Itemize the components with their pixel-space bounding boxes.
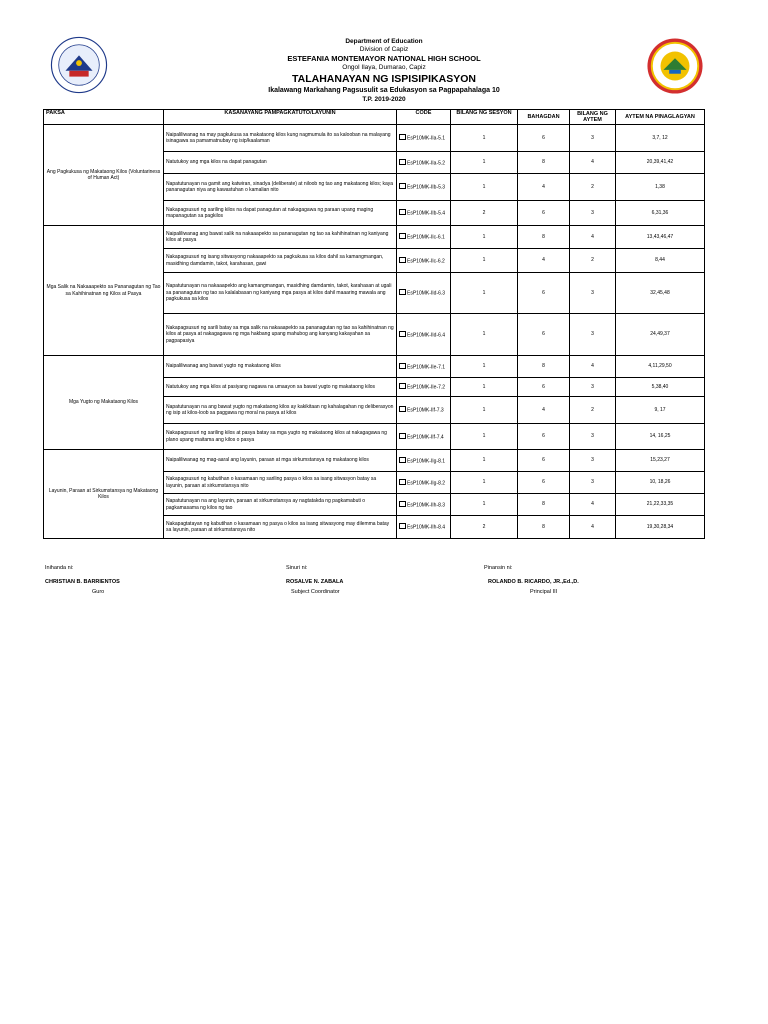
code-text: EsP10MK-IId-6.4 <box>407 332 446 338</box>
topic-cell: Mga Yugto ng Makataong Kilos <box>44 356 164 450</box>
code-cell <box>397 424 451 450</box>
checked-by-label: Sinuri ni: <box>286 565 308 571</box>
sessions-cell: 1 <box>451 397 518 424</box>
placement-cell: 32,45,48 <box>616 273 705 314</box>
competency-cell: Nakapagsusuri ng kabutihan o kasamaan ng sariling pasya o kilos sa isang sitwasyon batay sa layunin, paraan at sirkumstansya nito <box>164 472 397 494</box>
school-seal-icon <box>646 37 704 95</box>
competency-cell: Naipaliliwanag na may pagkukusa sa makataong kilos kung nagmumula ito sa kalooban na malayang isinagawa sa pamamatnubay ng isip/kaalaman <box>164 125 397 152</box>
sessions-cell: 1 <box>451 424 518 450</box>
items-cell: 2 <box>570 397 616 424</box>
items-cell: 3 <box>570 273 616 314</box>
competency-cell: Naipaliliwanag ng mag-aaral ang layunin, paraan at mga sirkumstansya ng makataong kilos <box>164 450 397 472</box>
percent-cell: 6 <box>518 201 570 226</box>
placement-cell: 19,30,28,34 <box>616 516 705 539</box>
code-text: EsP10MK-IIb-5.4 <box>407 210 446 217</box>
code-text: EsP10MK-IIg-8.1 <box>407 458 446 464</box>
items-cell: 2 <box>570 174 616 201</box>
code-text: EsP10MK-IIb-5.3 <box>407 184 446 191</box>
percent-cell: 8 <box>518 494 570 516</box>
document-icon <box>399 209 406 215</box>
placement-cell: 15,23,27 <box>616 450 705 472</box>
percent-cell: 6 <box>518 125 570 152</box>
checked-by-name: ROSALVE N. ZABALA <box>286 579 344 585</box>
sessions-cell: 1 <box>451 249 518 273</box>
table-header-row <box>44 110 705 125</box>
deped-seal-icon <box>50 36 108 94</box>
document-icon <box>399 501 406 507</box>
document-icon <box>399 331 406 337</box>
approved-by-label: Pinansin ni: <box>484 565 513 571</box>
sessions-cell: 1 <box>451 378 518 397</box>
code-text: EsP10MK-IId-6.3 <box>407 290 446 297</box>
code-cell <box>397 494 451 516</box>
sessions-cell: 1 <box>451 314 518 356</box>
items-cell: 4 <box>570 494 616 516</box>
sessions-cell: 1 <box>451 152 518 174</box>
placement-cell: 3,7, 12 <box>616 125 705 152</box>
sessions-cell: 2 <box>451 201 518 226</box>
school-year: T.P. 2019-2020 <box>362 96 406 103</box>
code-cell <box>397 125 451 152</box>
placement-cell: 14, 16,25 <box>616 424 705 450</box>
school-address: Ongol Ilaya, Dumarao, Capiz <box>342 64 426 71</box>
sessions-cell: 1 <box>451 226 518 249</box>
placement-cell: 8,44 <box>616 249 705 273</box>
percent-cell: 6 <box>518 472 570 494</box>
document-icon <box>399 363 406 369</box>
document-icon <box>399 523 406 529</box>
department-name: Department of Education <box>345 38 423 45</box>
items-cell: 3 <box>570 314 616 356</box>
document-icon <box>399 479 406 485</box>
document-icon <box>399 383 406 389</box>
placement-cell: 4,11,29,50 <box>616 356 705 378</box>
document-icon <box>399 159 406 165</box>
competency-cell: Napatutunayan na gamit ang katwiran, sinadya (deliberate) at niloob ng tao ang makataong kilos; kaya pananagutan niya ang kawastuhan o kamalian nito <box>164 174 397 201</box>
percent-cell: 4 <box>518 397 570 424</box>
code-cell <box>397 516 451 539</box>
column-header-percent: BAHAGDAN <box>518 110 570 125</box>
column-header-competency: KASANAYANG PAMPAGKATUTO/LAYUNIN <box>164 110 397 125</box>
column-header-placement: AYTEM NA PINAGLAGYAN <box>616 110 705 125</box>
placement-cell: 20,39,41,42 <box>616 152 705 174</box>
school-name: ESTEFANIA MONTEMAYOR NATIONAL HIGH SCHOOL <box>287 54 481 63</box>
code-cell <box>397 397 451 424</box>
placement-cell: 24,49,37 <box>616 314 705 356</box>
items-cell: 2 <box>570 249 616 273</box>
percent-cell: 6 <box>518 424 570 450</box>
placement-cell: 10, 18,26 <box>616 472 705 494</box>
document-icon <box>399 457 406 463</box>
code-cell <box>397 450 451 472</box>
code-cell <box>397 152 451 174</box>
document-icon <box>399 183 406 189</box>
code-text: EsP10MK-IIc-6.1 <box>407 234 445 241</box>
competency-cell: Naipaliliwanag ang bawat salik na nakaaapekto sa pananagutan ng tao sa kahihinatnan ng kaniyang kilos at pasya <box>164 226 397 249</box>
items-cell: 4 <box>570 226 616 249</box>
percent-cell: 8 <box>518 516 570 539</box>
code-text: EsP10MK-IIh-8.3 <box>407 502 446 508</box>
placement-cell: 9, 17 <box>616 397 705 424</box>
competency-cell: Napatutunayan na ang bawat yugto ng makataong kilos ay kakikitaan ng kahalagahan ng deliberasyon ng isip at kilos-loob sa paggawa ng moral na pasya at kilos <box>164 397 397 424</box>
competency-cell: Nakapagsusuri ng isang sitwasyong nakaaapekto sa pagkukusa sa kilos dahil sa kamangmangan, masidhing damdamin, takot, karahasan, gawi <box>164 249 397 273</box>
competency-cell: Nakapagsusuri ng sariling kilos na dapat panagutan at nakagagawa ng paraan upang maging mapanagutan sa pagkilos <box>164 201 397 226</box>
code-text: EsP10MK-IIa-5.1 <box>407 135 446 142</box>
table-row <box>44 356 705 378</box>
code-cell <box>397 314 451 356</box>
percent-cell: 8 <box>518 226 570 249</box>
percent-cell: 8 <box>518 356 570 378</box>
percent-cell: 6 <box>518 273 570 314</box>
items-cell: 4 <box>570 516 616 539</box>
column-header-items: BILANG NG AYTEM <box>570 110 616 125</box>
specification-table <box>43 109 705 539</box>
competency-cell: Natutukoy ang mga kilos at pasiyang nagawa na umaayon sa bawat yugto ng makataong kilos <box>164 378 397 397</box>
document-icon <box>399 289 406 295</box>
table-row <box>44 450 705 472</box>
items-cell: 3 <box>570 378 616 397</box>
code-cell <box>397 472 451 494</box>
percent-cell: 4 <box>518 174 570 201</box>
code-text: EsP10MK-IIa-5.2 <box>407 160 446 166</box>
prepared-by-role: Guro <box>92 589 105 595</box>
code-text: EsP10MK-IIg-8.2 <box>407 480 446 486</box>
code-cell <box>397 201 451 226</box>
percent-cell: 4 <box>518 249 570 273</box>
approved-by-role: Principal III <box>530 589 558 595</box>
topic-cell: Mga Salik na Nakaaapekto sa Pananagutan ng Tao sa Kahihinatnan ng Kilos at Pasya <box>44 226 164 356</box>
sessions-cell: 1 <box>451 356 518 378</box>
document-icon <box>399 233 406 239</box>
competency-cell: Napatutunayan na ang layunin, paraan at sirkumstansya ay nagtatakda ng pagkamabuti o pagkamasama ng kilos ng tao <box>164 494 397 516</box>
topic-cell: Layunin, Paraan at Sirkumstansya ng Makataong Kilos <box>44 450 164 539</box>
percent-cell: 8 <box>518 152 570 174</box>
table-row <box>44 125 705 152</box>
competency-cell: Naipaliliwanag ang bawat yugto ng makataong kilos <box>164 356 397 378</box>
items-cell: 4 <box>570 356 616 378</box>
sessions-cell: 1 <box>451 273 518 314</box>
code-text: EsP10MK-IIf-7.3 <box>407 407 444 414</box>
document-icon <box>399 134 406 140</box>
items-cell: 4 <box>570 152 616 174</box>
code-text: EsP10MK-IIf-7.4 <box>407 434 444 440</box>
approved-by-name: ROLANDO B. RICARDO, JR.,Ed.,D. <box>488 579 579 585</box>
document-subtitle: Ikalawang Markahang Pagsusulit sa Edukasyon sa Pagpapahalaga 10 <box>268 87 500 94</box>
document-icon <box>399 257 406 263</box>
items-cell: 3 <box>570 125 616 152</box>
sessions-cell: 2 <box>451 516 518 539</box>
competency-cell: Natutukoy ang mga kilos na dapat panagutan <box>164 152 397 174</box>
column-header-sessions: BILANG NG SESYON <box>451 110 518 125</box>
placement-cell: 5,38,40 <box>616 378 705 397</box>
percent-cell: 6 <box>518 314 570 356</box>
table-body <box>44 125 705 539</box>
percent-cell: 6 <box>518 450 570 472</box>
sessions-cell: 1 <box>451 472 518 494</box>
document-title: TALAHANAYAN NG ISPISIPIKASYON <box>292 73 476 85</box>
items-cell: 3 <box>570 472 616 494</box>
division-name: Division of Capiz <box>359 46 409 53</box>
code-text: EsP10MK-IIe-7.1 <box>407 364 446 370</box>
topic-cell: Ang Pagkukusa ng Makataong Kilos (Voluntariness of Human Act) <box>44 125 164 226</box>
code-text: EsP10MK-IIe-7.2 <box>407 384 446 391</box>
items-cell: 3 <box>570 201 616 226</box>
column-header-topic: PAKSA <box>44 110 164 125</box>
percent-cell: 6 <box>518 378 570 397</box>
column-header-code: CODE <box>397 110 451 125</box>
sessions-cell: 1 <box>451 494 518 516</box>
code-text: EsP10MK-IIh-8.4 <box>407 524 446 531</box>
prepared-by-name: CHRISTIAN B. BARRIENTOS <box>45 579 120 585</box>
sessions-cell: 1 <box>451 450 518 472</box>
code-cell <box>397 356 451 378</box>
competency-cell: Napatutunayan na nakaaapekto ang kamangmangan, masidhing damdamin, takot, karahasan at ugali sa pananagutan ng tao sa kalalabasan ng kaniyang mga pasya at kilos dahil maaaring mawala ang pagkukusa sa kilos <box>164 273 397 314</box>
code-cell <box>397 249 451 273</box>
code-cell <box>397 226 451 249</box>
code-cell <box>397 378 451 397</box>
document-icon <box>399 406 406 412</box>
placement-cell: 13,43,46,47 <box>616 226 705 249</box>
table-row <box>44 226 705 249</box>
placement-cell: 1,38 <box>616 174 705 201</box>
code-cell <box>397 273 451 314</box>
sessions-cell: 1 <box>451 174 518 201</box>
competency-cell: Nakapagsusuri ng sarili batay sa mga salik na nakaaapekto sa pananagutan ng tao sa kahihinatnan ng kilos at pasya at nakagagawa ng mga hakbang upang mahubog ang kanyang kakayahan sa pagpapasiya <box>164 314 397 356</box>
prepared-by-label: Inihanda ni: <box>45 565 74 571</box>
code-text: EsP10MK-IIc-6.2 <box>407 258 445 264</box>
competency-cell: Nakapagsusuri ng sariling kilos at pasya batay sa mga yugto ng makataong kilos at nakagagawa ng plano upang maitama ang kilos o pasya <box>164 424 397 450</box>
placement-cell: 6,31,36 <box>616 201 705 226</box>
competency-cell: Nakapagtatayan ng kabutihan o kasamaan ng pasya o kilos sa isang sitwasyong may dilemma batay sa layunin, paraan at sirkumstansya nito <box>164 516 397 539</box>
items-cell: 3 <box>570 450 616 472</box>
sessions-cell: 1 <box>451 125 518 152</box>
document-header <box>160 38 608 104</box>
checked-by-role: Subject Coordinator <box>291 589 340 595</box>
placement-cell: 21,22,33,35 <box>616 494 705 516</box>
code-cell <box>397 174 451 201</box>
document-icon <box>399 433 406 439</box>
items-cell: 3 <box>570 424 616 450</box>
